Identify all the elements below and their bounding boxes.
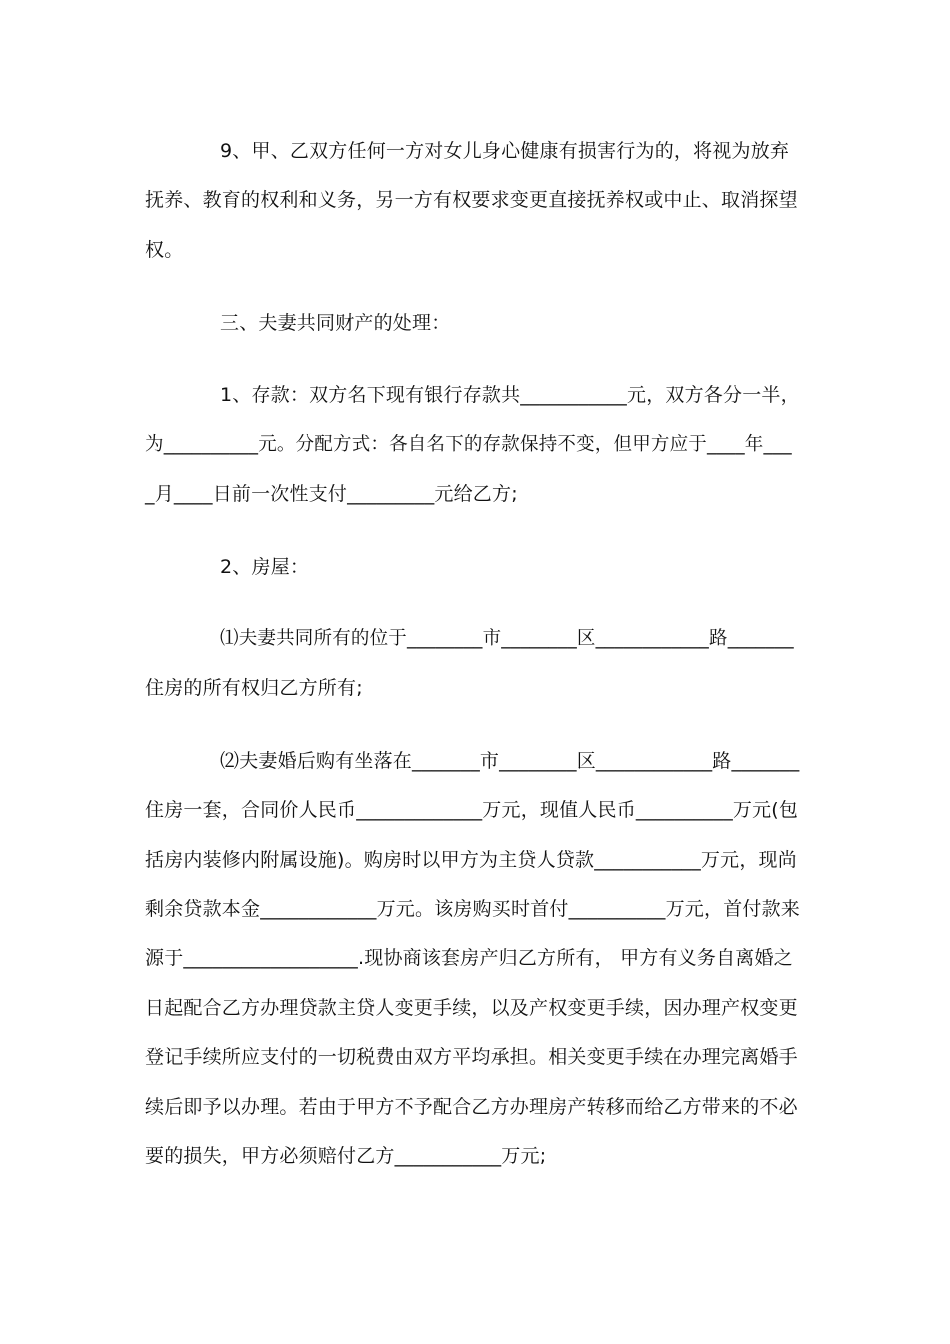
- text-line: 权。: [145, 239, 184, 261]
- text-line: ⑵夫妻婚后购有坐落在_______市________区____________路_______: [220, 750, 800, 772]
- text-line: 住房一套，合同价人民币_____________万元，现值人民币__________万元(包: [145, 799, 799, 821]
- text-line: 要的损失，甲方必须赔付乙方___________万元;: [145, 1145, 547, 1167]
- text-line: 9、甲、乙双方任何一方对女儿身心健康有损害行为的，将视为放弃: [220, 140, 790, 162]
- text-line: 源于__________________.现协商该套房产归乙方所有， 甲方有义务自离婚之: [145, 947, 793, 969]
- text-line: 括房内装修内附属设施)。购房时以甲方为主贷人贷款___________万元，现尚: [145, 849, 797, 871]
- text-line: 日起配合乙方办理贷款主贷人变更手续，以及产权变更手续，因办理产权变更: [145, 997, 798, 1019]
- text-line: 登记手续所应支付的一切税费由双方平均承担。相关变更手续在办理完离婚手: [145, 1046, 798, 1068]
- text-line: ⑴夫妻共同所有的位于________市________区____________路_______: [220, 628, 794, 649]
- text-line: 住房的所有权归乙方所有;: [145, 677, 363, 699]
- text-line: 1、存款：双方名下现有银行存款共___________元，双方各分一半，: [220, 384, 800, 406]
- text-line: _月____日前一次性支付_________元给乙方;: [145, 483, 518, 505]
- text-line: 抚养、教育的权利和义务，另一方有权要求变更直接抚养权或中止、取消探望: [145, 189, 798, 211]
- text-line: 为__________元。分配方式：各自名下的存款保持不变，但甲方应于____年___: [145, 434, 792, 455]
- text-line: 续后即予以办理。若由于甲方不予配合乙方办理房产转移而给乙方带来的不必: [145, 1096, 798, 1118]
- section-heading: 三、夫妻共同财产的处理：: [220, 312, 451, 334]
- text-line: 剩余贷款本金____________万元。该房购买时首付__________万元，首付款来: [145, 898, 801, 920]
- text-line: 2、房屋：: [220, 556, 310, 578]
